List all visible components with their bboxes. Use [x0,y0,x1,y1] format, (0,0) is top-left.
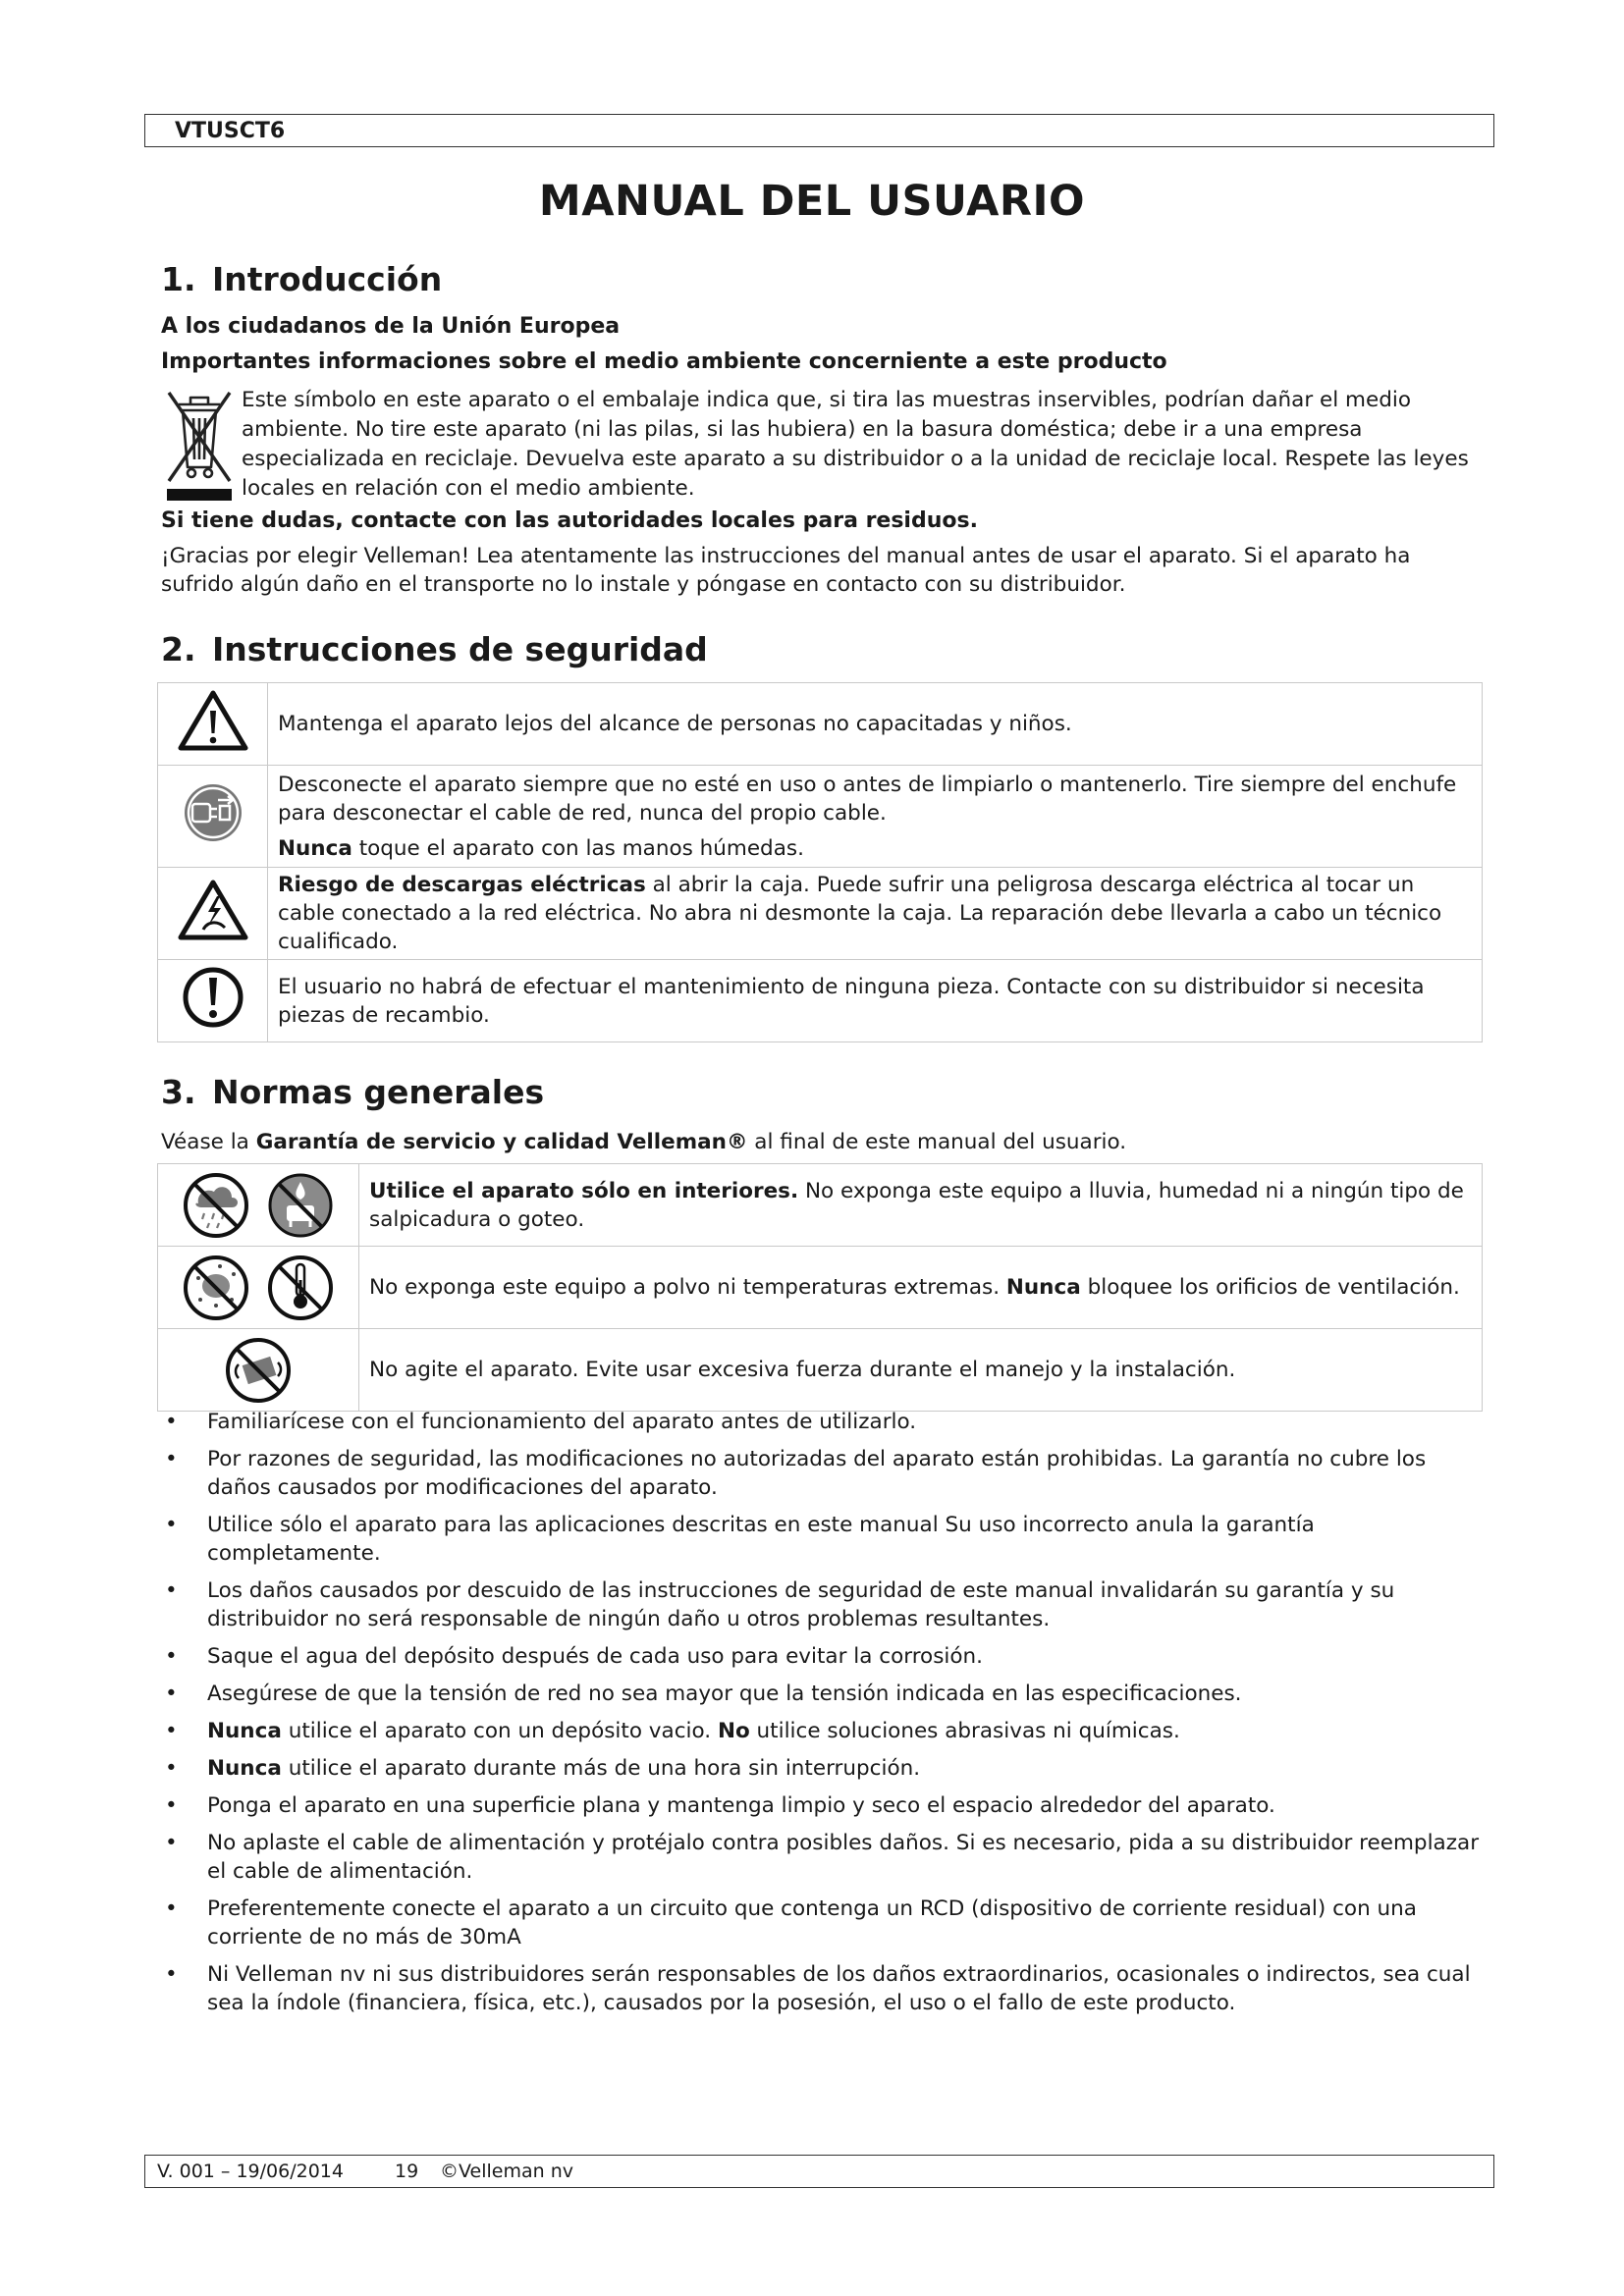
environment-subheading: Importantes informaciones sobre el medio ambiente concerniente a este producto [161,349,1167,374]
rule-row [158,1247,1483,1329]
cell-paragraph [278,771,1472,828]
text-run: Saque el agua del depósito después de cada uso para evitar la corrosión. [207,1644,983,1669]
text-run: Familiarícese con el funcionamiento del aparato antes de utilizarlo. [207,1410,917,1434]
list-item [161,1791,1487,1820]
text-run: Los daños causados por descuido de las instrucciones de seguridad de este manual invalidarán su garantía y su distribuidor no será responsable de ningún daño u otros problemas resultantes. [207,1578,1395,1631]
text-run: No agite el aparato. Evite usar excesiva fuerza durante el manejo y la instalación. [369,1358,1236,1382]
footer-page-number: 19 [395,2161,419,2182]
bold-text: Riesgo de descargas eléctricas [278,873,646,897]
bold-text: Garantía de servicio y calidad Velleman® [255,1130,748,1154]
general-rules-table [157,1163,1483,1412]
cell-paragraph [369,1177,1472,1234]
crossed-wheelie-bin-icon [161,383,238,503]
rule-icon-cell [158,1247,359,1329]
safety-icon-cell [158,766,268,868]
text-run: utilice el aparato durante más de una hora sin interrupción. [281,1756,921,1781]
list-item [161,1445,1487,1502]
text-run: Asegúrese de que la tensión de red no sea mayor que la tensión indicada en las especificaciones. [207,1682,1242,1706]
rule-row [158,1164,1483,1247]
text-run: utilice soluciones abrasivas ni químicas. [749,1719,1180,1743]
list-item [161,1642,1487,1671]
list-item [161,1680,1487,1708]
text-run: bloquee los orificios de ventilación. [1080,1275,1460,1300]
no-shaking-icon [219,1335,298,1406]
cell-paragraph [369,1356,1472,1384]
section-title: Normas generales [212,1073,545,1111]
list-item [161,1754,1487,1783]
section-number: 1. [161,260,196,298]
cell-paragraph [278,834,1472,863]
contact-authorities-line: Si tiene dudas, contacte con las autoridades locales para residuos. [161,508,978,533]
electric-shock-icon [178,879,248,941]
list-item [161,1408,1487,1436]
footer-box [144,2155,1494,2188]
section-3-heading [161,1073,544,1111]
general-rules-list [161,1408,1487,2026]
section-1-heading [161,260,442,298]
text-run: No exponga este equipo a lluvia, humedad ni a ningún tipo de salpicadura o goteo. [369,1178,1464,1232]
text-run: Utilice sólo el aparato para las aplicaciones descritas en este manual Su uso incorrecto anula la garantía completamente. [207,1513,1315,1566]
safety-text [268,868,1483,960]
safety-row [158,960,1483,1042]
header-box [144,114,1494,147]
footer-version: V. 001 – 19/06/2014 [157,2161,344,2182]
section-title: Instrucciones de seguridad [212,630,708,668]
cell-paragraph [278,973,1472,1030]
weee-notice-text: Este símbolo en este aparato o el embalaje indica que, si tira las muestras inservibles, podrían dañar el medio ambiente. No tire este aparato (ni las pilas, si las hubiera) en la basura doméstica; debe ir a una empresa especializada en reciclaje. Devuelva este aparato a su distribuidor o a la unidad de reciclaje local. Respete las leyes locales en relación con el medio ambiente. [242,388,1469,501]
text-run: toque el aparato con las manos húmedas. [352,835,804,861]
warning-triangle-icon [178,689,248,752]
safety-row [158,683,1483,766]
bold-text: Nunca [207,1719,282,1743]
cell-paragraph [278,871,1472,956]
cell-paragraph [278,710,1472,738]
text-run: El usuario no habrá de efectuar el mantenimiento de ninguna pieza. Contacte con su distribuidor si necesita piezas de recambio. [278,974,1425,1028]
safety-row [158,766,1483,868]
unplug-icon [181,780,245,845]
text-run: Por razones de seguridad, las modificaciones no autorizadas del aparato están prohibidas. La garantía no cubre los daños causados por modificaciones del aparato. [207,1447,1427,1500]
safety-icon-cell [158,868,268,960]
footer-copyright: ©Velleman nv [440,2161,573,2182]
no-dust-icon [177,1253,255,1323]
warranty-intro-text [161,1130,1126,1154]
text-run: Mantenga el aparato lejos del alcance de personas no capacitadas y niños. [278,712,1072,736]
section-title: Introducción [212,260,443,298]
bold-text: No [717,1719,750,1743]
safety-table [157,682,1483,1042]
list-item [161,1717,1487,1745]
safety-icon-cell [158,960,268,1042]
text-run: Desconecte el aparato siempre que no esté en uso o antes de limpiarlo o mantenerlo. Tire siempre del enchufe para desconectar el cable de red, nunca del propio cable. [278,772,1457,826]
model-code: VTUSCT6 [175,119,286,143]
bold-text: Nunca [207,1756,282,1781]
safety-icon-cell [158,683,268,766]
section-number: 3. [161,1073,196,1111]
list-item [161,1895,1487,1951]
rule-text [359,1247,1483,1329]
text-run: Preferentemente conecte el aparato a un circuito que contenga un RCD (dispositivo de corriente residual) con una corriente de no más de 30mA [207,1896,1417,1949]
text-run: al final de este manual del usuario. [747,1130,1127,1154]
bold-text: Nunca [278,835,352,861]
rule-row [158,1329,1483,1412]
text-run: al abrir la caja. Puede sufrir una peligrosa descarga eléctrica al tocar un cable conectado a la red eléctrica. No abra ni desmonte la caja. La reparación debe llevarla a cabo un técnico cualificado. [278,873,1442,954]
safety-row [158,868,1483,960]
text-run: No exponga este equipo a polvo ni temperaturas extremas. [369,1275,1006,1300]
eu-citizens-subheading: A los ciudadanos de la Unión Europea [161,314,621,339]
rule-icon-cell [158,1329,359,1412]
exclamation-circle-icon [181,965,245,1030]
section-number: 2. [161,630,196,668]
warranty-intro [161,1128,1477,1156]
safety-text [268,960,1483,1042]
text-run: Ni Velleman nv ni sus distribuidores serán responsables de los daños extraordinarios, ocasionales o indirectos, sea cual sea la índole (financiera, física, etc.), causados por la posesión, el uso o el fallo de este producto. [207,1962,1471,2015]
page-title: MANUAL DEL USUARIO [538,177,1086,226]
rule-text [359,1164,1483,1247]
thank-you-paragraph: ¡Gracias por elegir Velleman! Lea atentamente las instrucciones del manual antes de usar el aparato. Si el aparato ha sufrido algún daño en el transporte no lo instale y póngase en contacto con su distribuidor. [161,544,1411,597]
text-run: No aplaste el cable de alimentación y protéjalo contra posibles daños. Si es necesario, pida a su distribuidor reemplazar el cable de alimentación. [207,1831,1480,1884]
section-2-heading [161,630,708,668]
list-item [161,1829,1487,1886]
list-item [161,1511,1487,1568]
text-run: Ponga el aparato en una superficie plana y mantenga limpio y seco el espacio alrededor del aparato. [207,1793,1275,1818]
safety-text [268,766,1483,868]
rule-icon-cell [158,1164,359,1247]
no-extreme-temperature-icon [261,1253,340,1323]
cell-paragraph [369,1273,1472,1302]
bold-text: Utilice el aparato sólo en interiores. [369,1178,799,1203]
list-item [161,1960,1487,2017]
rule-text [359,1329,1483,1412]
text-run: Véase la [161,1130,256,1154]
list-item [161,1576,1487,1633]
safety-text [268,683,1483,766]
text-run: utilice el aparato con un depósito vacio. [281,1719,718,1743]
no-splash-icon [261,1170,340,1241]
no-rain-icon [177,1170,255,1241]
bold-text: Nunca [1005,1275,1081,1300]
